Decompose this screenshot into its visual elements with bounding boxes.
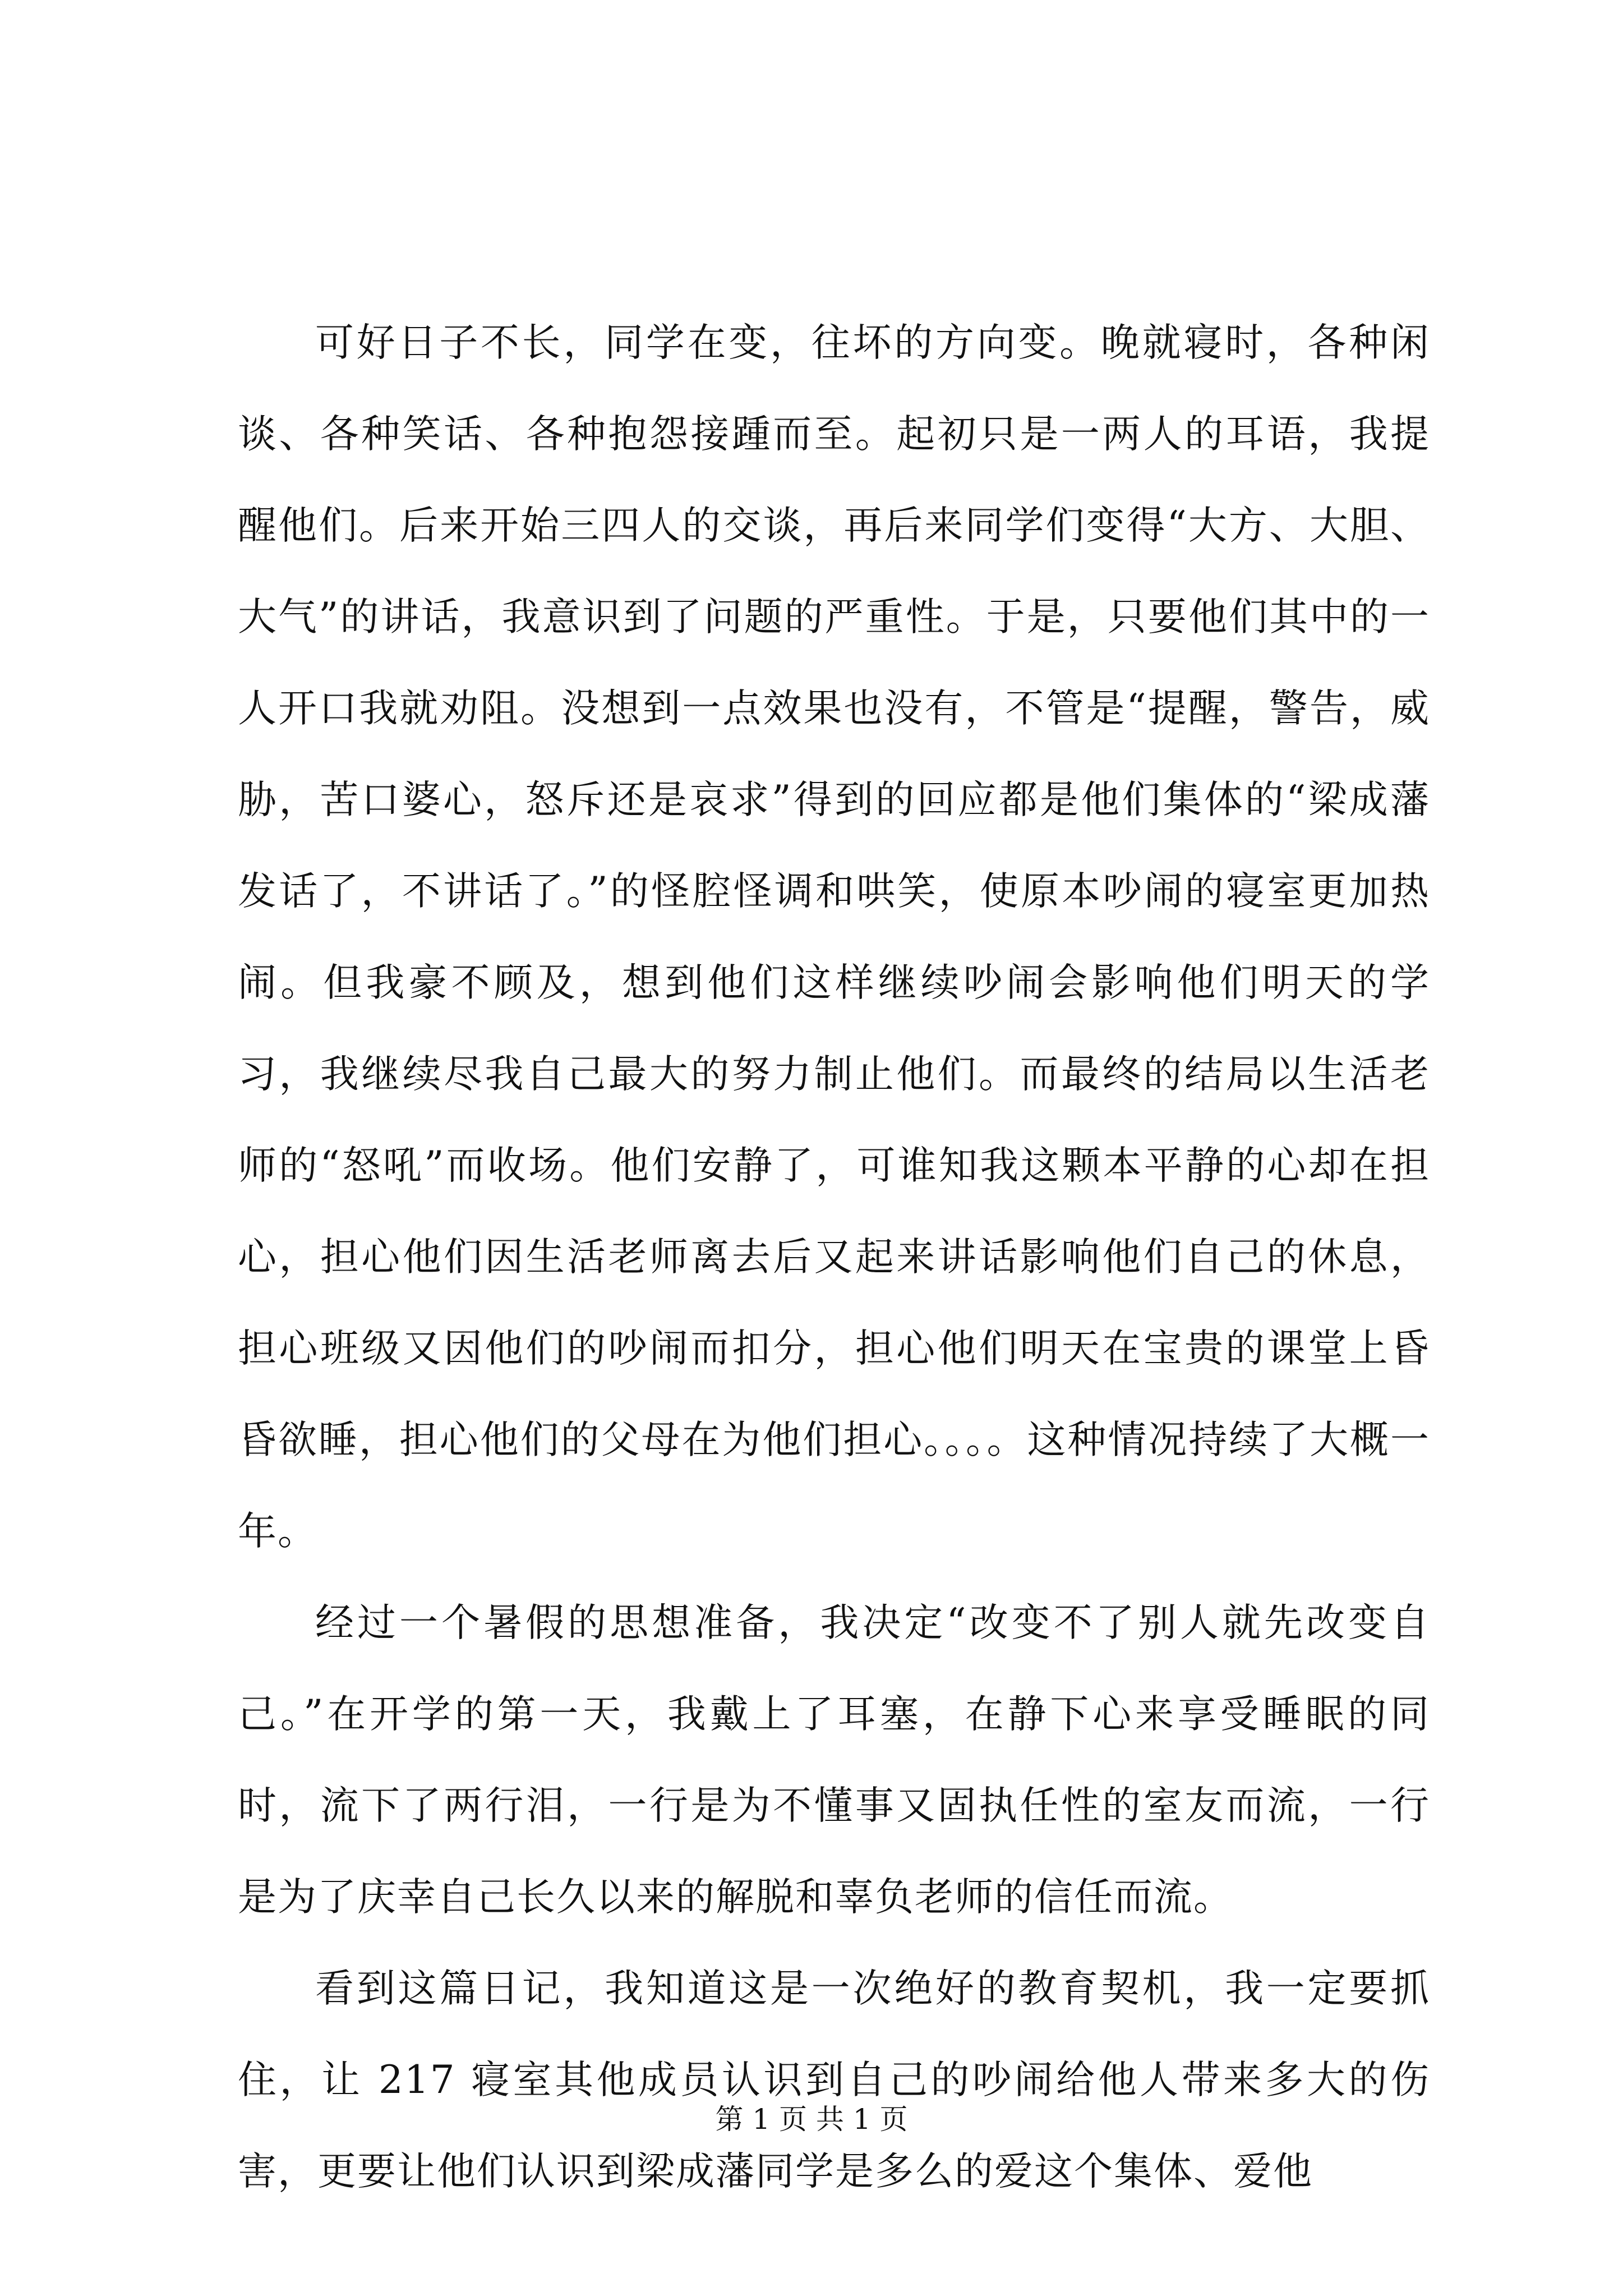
paragraph-3: 看到这篇日记，我知道这是一次绝好的教育契机，我一定要抓住，让 217 寝室其他成员认识到自己的吵闹给他人带来多大的伤害，更要让他们认识到梁成藩同学是多么的爱这个集体、爱他 [238, 1966, 1430, 2194]
paragraph-2: 经过一个暑假的思想准备，我决定“改变不了别人就先改变自己。”在开学的第一天，我戴上了耳塞，在静下心来享受睡眠的同时，流下了两行泪，一行是为不懂事又固执任性的室友而流，一行是为了庆幸自己长久以来的解脱和辜负老师的信任而流。 [238, 1600, 1430, 1920]
page-number-footer: 第 1 页 共 1 页 [715, 2103, 908, 2136]
paragraph-1: 可好日子不长，同学在变，往坏的方向变。晚就寝时，各种闲谈、各种笑话、各种抱怨接踵而至。起初只是一两人的耳语，我提醒他们。后来开始三四人的交谈，再后来同学们变得“大方、大胆、大气”的讲话，我意识到了问题的严重性。于是，只要他们其中的一人开口我就劝阻。没想到一点效果也没有，不管是“提醒，警告，威胁，苦口婆心，怒斥还是哀求”得到的回应都是他们集体的“梁成藩发话了，不讲话了。”的怪腔怪调和哄笑，使原本吵闹的寝室更加热闹。但我豪不顾及，想到他们这样继续吵闹会影响他们明天的学习，我继续尽我自己最大的努力制止他们。而最终的结局以生活老师的“怒吼”而收场。他们安静了，可谁知我这颗本平静的心却在担心，担心他们因生活老师离去后又起来讲话影响他们自己的休息，担心班级又因他们的吵闹而扣分，担心他们明天在宝贵的课堂上昏昏欲睡，担心他们的父母在为他们担心。。。。这种情况持续了大概一年。 [238, 320, 1430, 1554]
document-body [238, 297, 1430, 2217]
